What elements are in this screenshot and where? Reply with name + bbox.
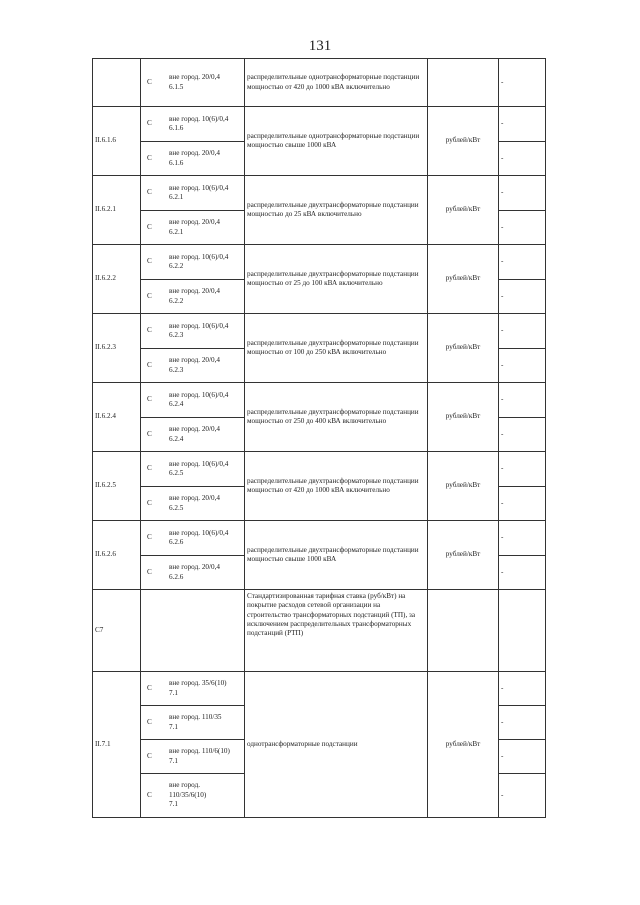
table-row <box>93 59 546 107</box>
sub-cell <box>141 59 245 107</box>
sub-text <box>159 425 242 444</box>
code-cell: С7 <box>93 590 141 672</box>
sub-text <box>159 287 242 306</box>
sub-cell <box>141 521 245 556</box>
code-cell: II.6.1.6 <box>93 107 141 176</box>
sub-line: вне город. 10(6)/0,4 <box>169 252 229 261</box>
sub-line: вне город. 110/35 <box>169 713 222 722</box>
sub-line: 6.2.4 <box>169 434 184 443</box>
code-cell: II.6.2.1 <box>93 176 141 245</box>
sub-line: вне город. 20/0,4 <box>169 287 220 296</box>
description-cell: распределительные двухтрансформаторные подстанции мощностью от 250 до 400 кВА включительно <box>245 383 428 452</box>
sub-letter: С <box>147 119 152 128</box>
unit-cell: рублей/кВт <box>428 176 499 245</box>
description-cell: Стандартизированная тарифная ставка (руб/кВт) на покрытие расходов сетевой организации на строительство трансформаторных подстанций (ТП), за исключением распределительных трансформаторных подстанций (РТП) <box>245 590 428 672</box>
value-cell: - <box>499 487 546 521</box>
sub-letter: С <box>147 188 152 197</box>
sub-line: 6.2.2 <box>169 262 184 270</box>
sub-text <box>159 391 242 410</box>
description-cell: распределительные двухтрансформаторные подстанции мощностью от 420 до 1000 кВА включительно <box>245 452 428 521</box>
table-row <box>93 521 546 556</box>
description-cell: распределительные двухтрансформаторные подстанции мощностью до 25 кВА включительно <box>245 176 428 245</box>
value-cell: - <box>499 383 546 418</box>
value-cell: - <box>499 672 546 706</box>
sub-line: вне город. 10(6)/0,4 <box>169 183 229 192</box>
sub-text <box>159 460 242 479</box>
sub-line: 6.2.5 <box>169 503 184 512</box>
sub-line: вне город. 35/6(10) <box>169 679 227 688</box>
value-cell: - <box>499 280 546 314</box>
value-cell <box>499 590 546 672</box>
table-row <box>93 314 546 349</box>
table-row <box>93 672 546 706</box>
tariff-table-body <box>93 59 546 818</box>
sub-line: 6.2.3 <box>169 331 184 339</box>
code-cell <box>93 59 141 107</box>
sub-text <box>159 149 242 168</box>
sub-line: 6.2.3 <box>169 365 184 374</box>
sub-cell <box>141 740 245 774</box>
description-cell: однотрансформаторные подстанции <box>245 672 428 818</box>
sub-letter: С <box>147 395 152 404</box>
sub-line: вне город. 10(6)/0,4 <box>169 114 229 123</box>
sub-letter: С <box>147 153 152 162</box>
sub-cell <box>141 774 245 818</box>
table-row <box>93 590 546 672</box>
code-cell: II.6.2.6 <box>93 521 141 590</box>
page-number: 131 <box>308 38 332 54</box>
sub-text <box>159 253 242 272</box>
sub-line: вне город. 20/0,4 <box>169 356 220 365</box>
table-row <box>93 383 546 418</box>
sub-letter: С <box>147 291 152 300</box>
sub-cell <box>141 383 245 418</box>
sub-line: 6.1.6 <box>169 158 184 167</box>
sub-line: вне город. 10(6)/0,4 <box>169 321 229 330</box>
sub-letter: С <box>147 464 152 473</box>
sub-letter: С <box>147 429 152 438</box>
code-cell: II.7.1 <box>93 672 141 818</box>
sub-line: вне город. 20/0,4 <box>169 149 220 158</box>
description-cell: распределительные двухтрансформаторные подстанции мощностью свыше 1000 кВА <box>245 521 428 590</box>
sub-letter: С <box>147 222 152 231</box>
sub-line: вне город. 20/0,4 <box>169 218 220 227</box>
sub-line: 7.1 <box>169 800 178 809</box>
value-cell: - <box>499 176 546 211</box>
sub-line: 6.1.5 <box>169 82 184 91</box>
description-cell: распределительные двухтрансформаторные подстанции мощностью от 25 до 100 кВА включительно <box>245 245 428 314</box>
sub-letter: С <box>147 683 152 692</box>
sub-line: вне город. 10(6)/0,4 <box>169 528 229 537</box>
sub-line: 6.1.6 <box>169 124 184 132</box>
value-cell: - <box>499 245 546 280</box>
sub-cell <box>141 280 245 314</box>
sub-line: 110/35/6(10) <box>169 790 207 799</box>
sub-letter: С <box>147 360 152 369</box>
sub-line: 6.2.6 <box>169 572 184 581</box>
sub-line: вне город. 20/0,4 <box>169 494 220 503</box>
tariff-table <box>92 58 546 818</box>
description-cell: распределительные однотрансформаторные подстанции мощностью от 420 до 1000 кВА включительно <box>245 59 428 107</box>
sub-cell <box>141 590 245 672</box>
sub-cell <box>141 245 245 280</box>
sub-text <box>159 781 242 809</box>
unit-cell: рублей/кВт <box>428 245 499 314</box>
sub-letter: С <box>147 751 152 760</box>
sub-line: 7.1 <box>169 722 178 731</box>
value-cell: - <box>499 740 546 774</box>
sub-text <box>159 494 242 513</box>
sub-text <box>159 679 242 698</box>
sub-cell <box>141 487 245 521</box>
sub-text <box>159 73 242 92</box>
sub-letter: С <box>147 717 152 726</box>
sub-line: вне город. <box>169 781 201 790</box>
sub-line: вне город. 20/0,4 <box>169 563 220 572</box>
unit-cell <box>428 590 499 672</box>
sub-line: вне город. 110/6(10) <box>169 747 230 756</box>
sub-text <box>159 322 242 341</box>
sub-cell <box>141 418 245 452</box>
value-cell: - <box>499 59 546 107</box>
sub-cell <box>141 314 245 349</box>
sub-text <box>159 184 242 203</box>
sub-line: 6.2.5 <box>169 469 184 477</box>
code-cell: II.6.2.3 <box>93 314 141 383</box>
value-cell: - <box>499 211 546 245</box>
sub-line: 7.1 <box>169 688 178 697</box>
sub-cell <box>141 349 245 383</box>
sub-text <box>159 747 242 766</box>
sub-line: 6.2.1 <box>169 227 184 236</box>
code-cell: II.6.2.2 <box>93 245 141 314</box>
sub-text <box>159 356 242 375</box>
table-row <box>93 176 546 211</box>
value-cell: - <box>499 774 546 818</box>
value-cell: - <box>499 521 546 556</box>
sub-line: 7.1 <box>169 756 178 765</box>
sub-line: вне город. 20/0,4 <box>169 73 220 82</box>
sub-text <box>159 563 242 582</box>
sub-line: вне город. 20/0,4 <box>169 425 220 434</box>
sub-text <box>159 218 242 237</box>
unit-cell: рублей/кВт <box>428 107 499 176</box>
sub-cell <box>141 176 245 211</box>
sub-cell <box>141 142 245 176</box>
unit-cell: рублей/кВт <box>428 383 499 452</box>
sub-letter: С <box>147 790 152 799</box>
unit-cell: рублей/кВт <box>428 672 499 818</box>
sub-letter: С <box>147 77 152 86</box>
sub-text <box>159 115 242 134</box>
sub-letter: С <box>147 498 152 507</box>
table-row <box>93 452 546 487</box>
description-cell: распределительные двухтрансформаторные подстанции мощностью от 100 до 250 кВА включительно <box>245 314 428 383</box>
sub-letter: С <box>147 326 152 335</box>
value-cell: - <box>499 349 546 383</box>
value-cell: - <box>499 706 546 740</box>
sub-letter: С <box>147 567 152 576</box>
description-cell: распределительные однотрансформаторные подстанции мощностью свыше 1000 кВА <box>245 107 428 176</box>
sub-line: 6.2.6 <box>169 538 184 546</box>
value-cell: - <box>499 314 546 349</box>
code-cell: II.6.2.5 <box>93 452 141 521</box>
sub-letter: С <box>147 533 152 542</box>
sub-line: 6.2.4 <box>169 400 184 408</box>
sub-cell <box>141 706 245 740</box>
sub-line: вне город. 10(6)/0,4 <box>169 459 229 468</box>
unit-cell <box>428 59 499 107</box>
sub-text <box>159 713 242 732</box>
sub-text <box>159 529 242 548</box>
sub-cell <box>141 556 245 590</box>
unit-cell: рублей/кВт <box>428 314 499 383</box>
sub-line: вне город. 10(6)/0,4 <box>169 390 229 399</box>
sub-line: 6.2.2 <box>169 296 184 305</box>
unit-cell: рублей/кВт <box>428 452 499 521</box>
table-row <box>93 107 546 142</box>
value-cell: - <box>499 418 546 452</box>
value-cell: - <box>499 142 546 176</box>
unit-cell: рублей/кВт <box>428 521 499 590</box>
sub-cell <box>141 452 245 487</box>
sub-line: 6.2.1 <box>169 193 184 201</box>
table-row <box>93 245 546 280</box>
sub-cell <box>141 672 245 706</box>
sub-letter: С <box>147 257 152 266</box>
value-cell: - <box>499 107 546 142</box>
value-cell: - <box>499 452 546 487</box>
code-cell: II.6.2.4 <box>93 383 141 452</box>
sub-cell <box>141 211 245 245</box>
sub-cell <box>141 107 245 142</box>
value-cell: - <box>499 556 546 590</box>
